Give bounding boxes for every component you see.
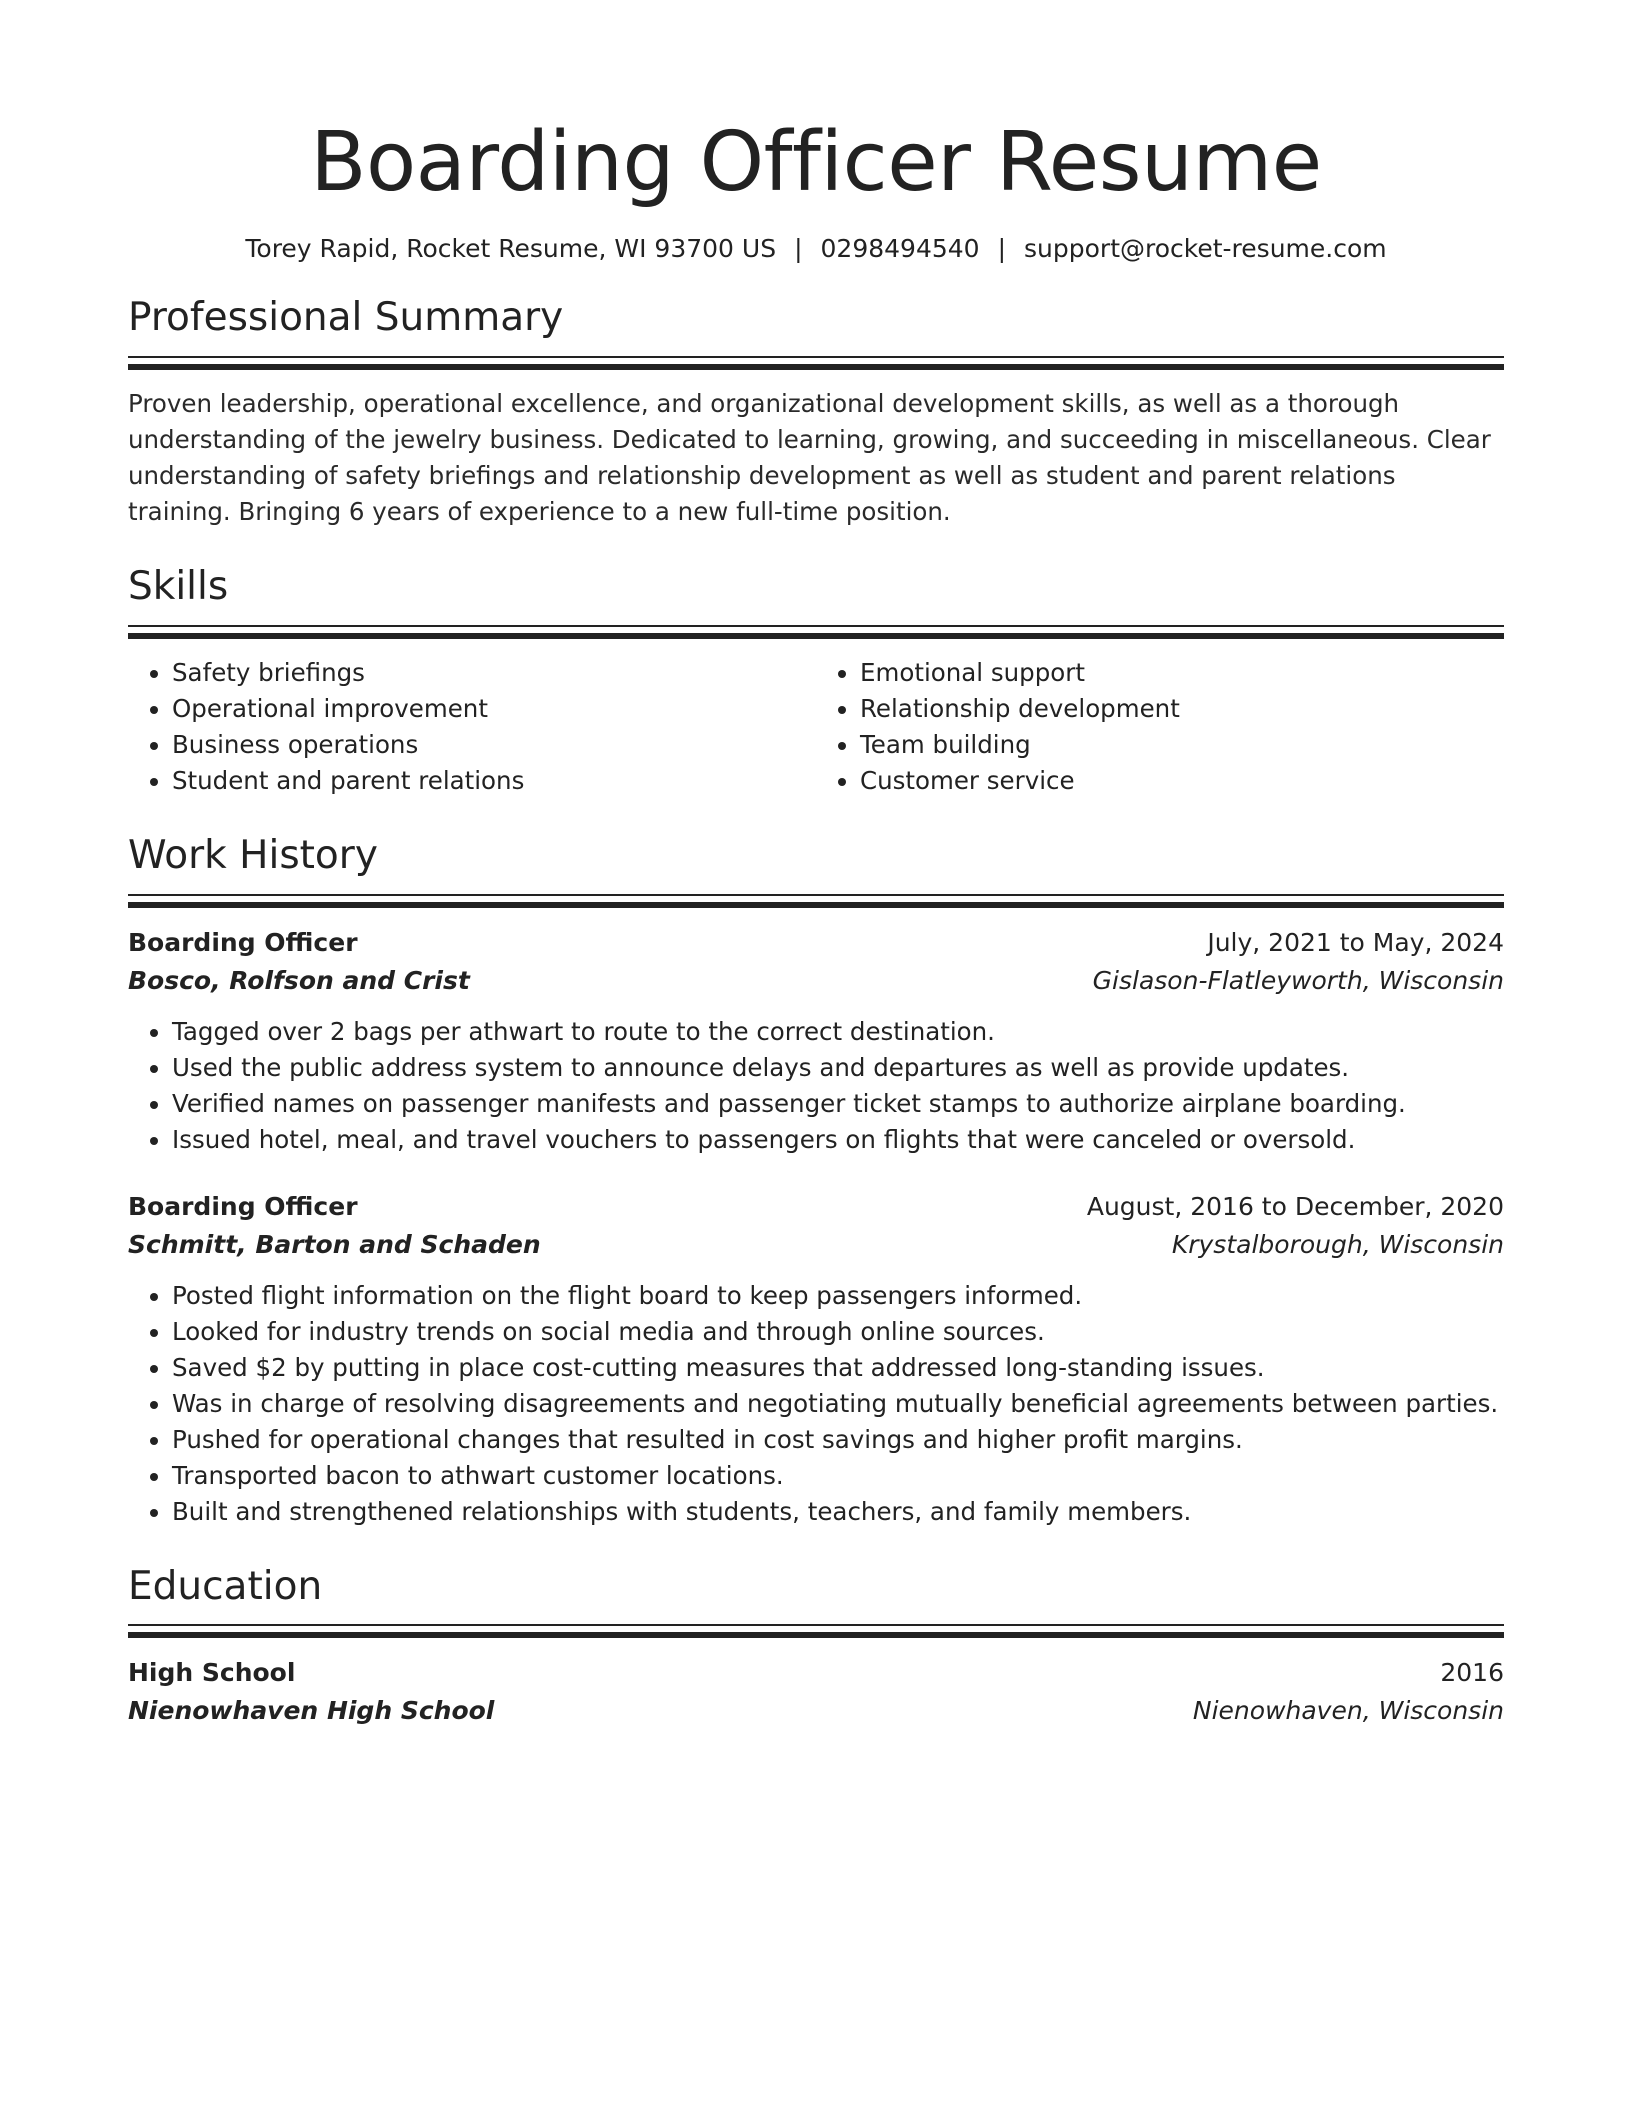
contact-address: Torey Rapid, Rocket Resume, WI 93700 US [245,234,777,264]
skill-item: • Student and parent relations [172,763,816,799]
skills-list-right [816,655,1504,799]
job-title: Boarding Officer [128,927,358,957]
job-entry [128,924,1504,1158]
education-school-row [128,1692,1504,1730]
contact-separator: | [794,234,803,264]
job-company-row [128,1226,1504,1264]
education-section [128,1564,1504,1731]
job-bullet: • Posted flight information on the flight board to keep passengers informed. [172,1278,1504,1314]
job-bullets [128,1278,1504,1530]
contact-line [128,234,1504,263]
job-bullets [128,1014,1504,1158]
skills-list-left [128,655,816,799]
job-bullet: • Transported bacon to athwart customer locations. [172,1458,1504,1494]
summary-section [128,295,1504,530]
skill-item: • Emotional support [860,655,1504,691]
job-header-row [128,924,1504,962]
job-bullet: • Looked for industry trends on social media and through online sources. [172,1314,1504,1350]
contact-email: support@rocket-resume.com [1024,234,1387,264]
job-company: Schmitt, Barton and Schaden [128,1229,541,1259]
job-dates: July, 2021 to May, 2024 [1207,927,1504,957]
job-location: Gislason-Flatleyworth, Wisconsin [1092,965,1504,995]
job-bullet: • Saved $2 by putting in place cost-cutting measures that addressed long-standing issues. [172,1350,1504,1386]
skill-item: • Relationship development [860,691,1504,727]
job-bullet: • Pushed for operational changes that resulted in cost savings and higher profit margins. [172,1422,1504,1458]
work-heading: Work History [128,832,378,878]
job-dates: August, 2016 to December, 2020 [1086,1191,1504,1221]
job-bullet: • Used the public address system to announce delays and departures as well as provide updates. [172,1050,1504,1086]
resume-title: Boarding Officer Resume [310,115,1322,210]
skills-columns [128,655,1504,799]
summary-text: Proven leadership, operational excellence, and organizational development skills, as well as a thorough understanding of the jewelry business. Dedicated to learning, growing, and succeeding in miscellaneous. Clear understanding of safety briefings and relationship development as well as student and parent relations training. Bringing 6 years of experience to a new full-time position. [128,389,1491,527]
education-heading: Education [128,1563,323,1609]
work-section [128,833,1504,1530]
job-bullet: • Tagged over 2 bags per athwart to route to the correct destination. [172,1014,1504,1050]
job-company-row [128,962,1504,1000]
job-bullet: • Built and strengthened relationships with students, teachers, and family members. [172,1494,1504,1530]
skill-item: • Customer service [860,763,1504,799]
job-bullet: • Was in charge of resolving disagreements and negotiating mutually beneficial agreements between parties. [172,1386,1504,1422]
education-year: 2016 [1440,1658,1504,1688]
job-location: Krystalborough, Wisconsin [1171,1229,1504,1259]
education-degree: High School [128,1658,296,1688]
section-divider [128,1624,1504,1638]
skill-item: • Business operations [172,727,816,763]
section-divider [128,894,1504,908]
summary-heading: Professional Summary [128,295,564,341]
contact-phone: 0298494540 [820,234,980,264]
job-title: Boarding Officer [128,1191,358,1221]
skill-item: • Team building [860,727,1504,763]
skills-section [128,564,1504,799]
section-divider [128,356,1504,370]
job-bullet: • Issued hotel, meal, and travel vouchers to passengers on flights that were canceled or oversold. [172,1122,1504,1158]
contact-separator: | [997,234,1007,264]
job-company: Bosco, Rolfson and Crist [128,965,470,995]
education-location: Nienowhaven, Wisconsin [1192,1696,1504,1726]
job-header-row [128,1188,1504,1226]
education-school: Nienowhaven High School [128,1696,495,1726]
skill-item: • Operational improvement [172,691,816,727]
skills-heading: Skills [128,564,229,610]
job-bullet: • Verified names on passenger manifests and passenger ticket stamps to authorize airplane boarding. [172,1086,1504,1122]
skill-item: • Safety briefings [172,655,816,691]
education-header-row [128,1654,1504,1692]
job-entry [128,1188,1504,1530]
section-divider [128,625,1504,639]
